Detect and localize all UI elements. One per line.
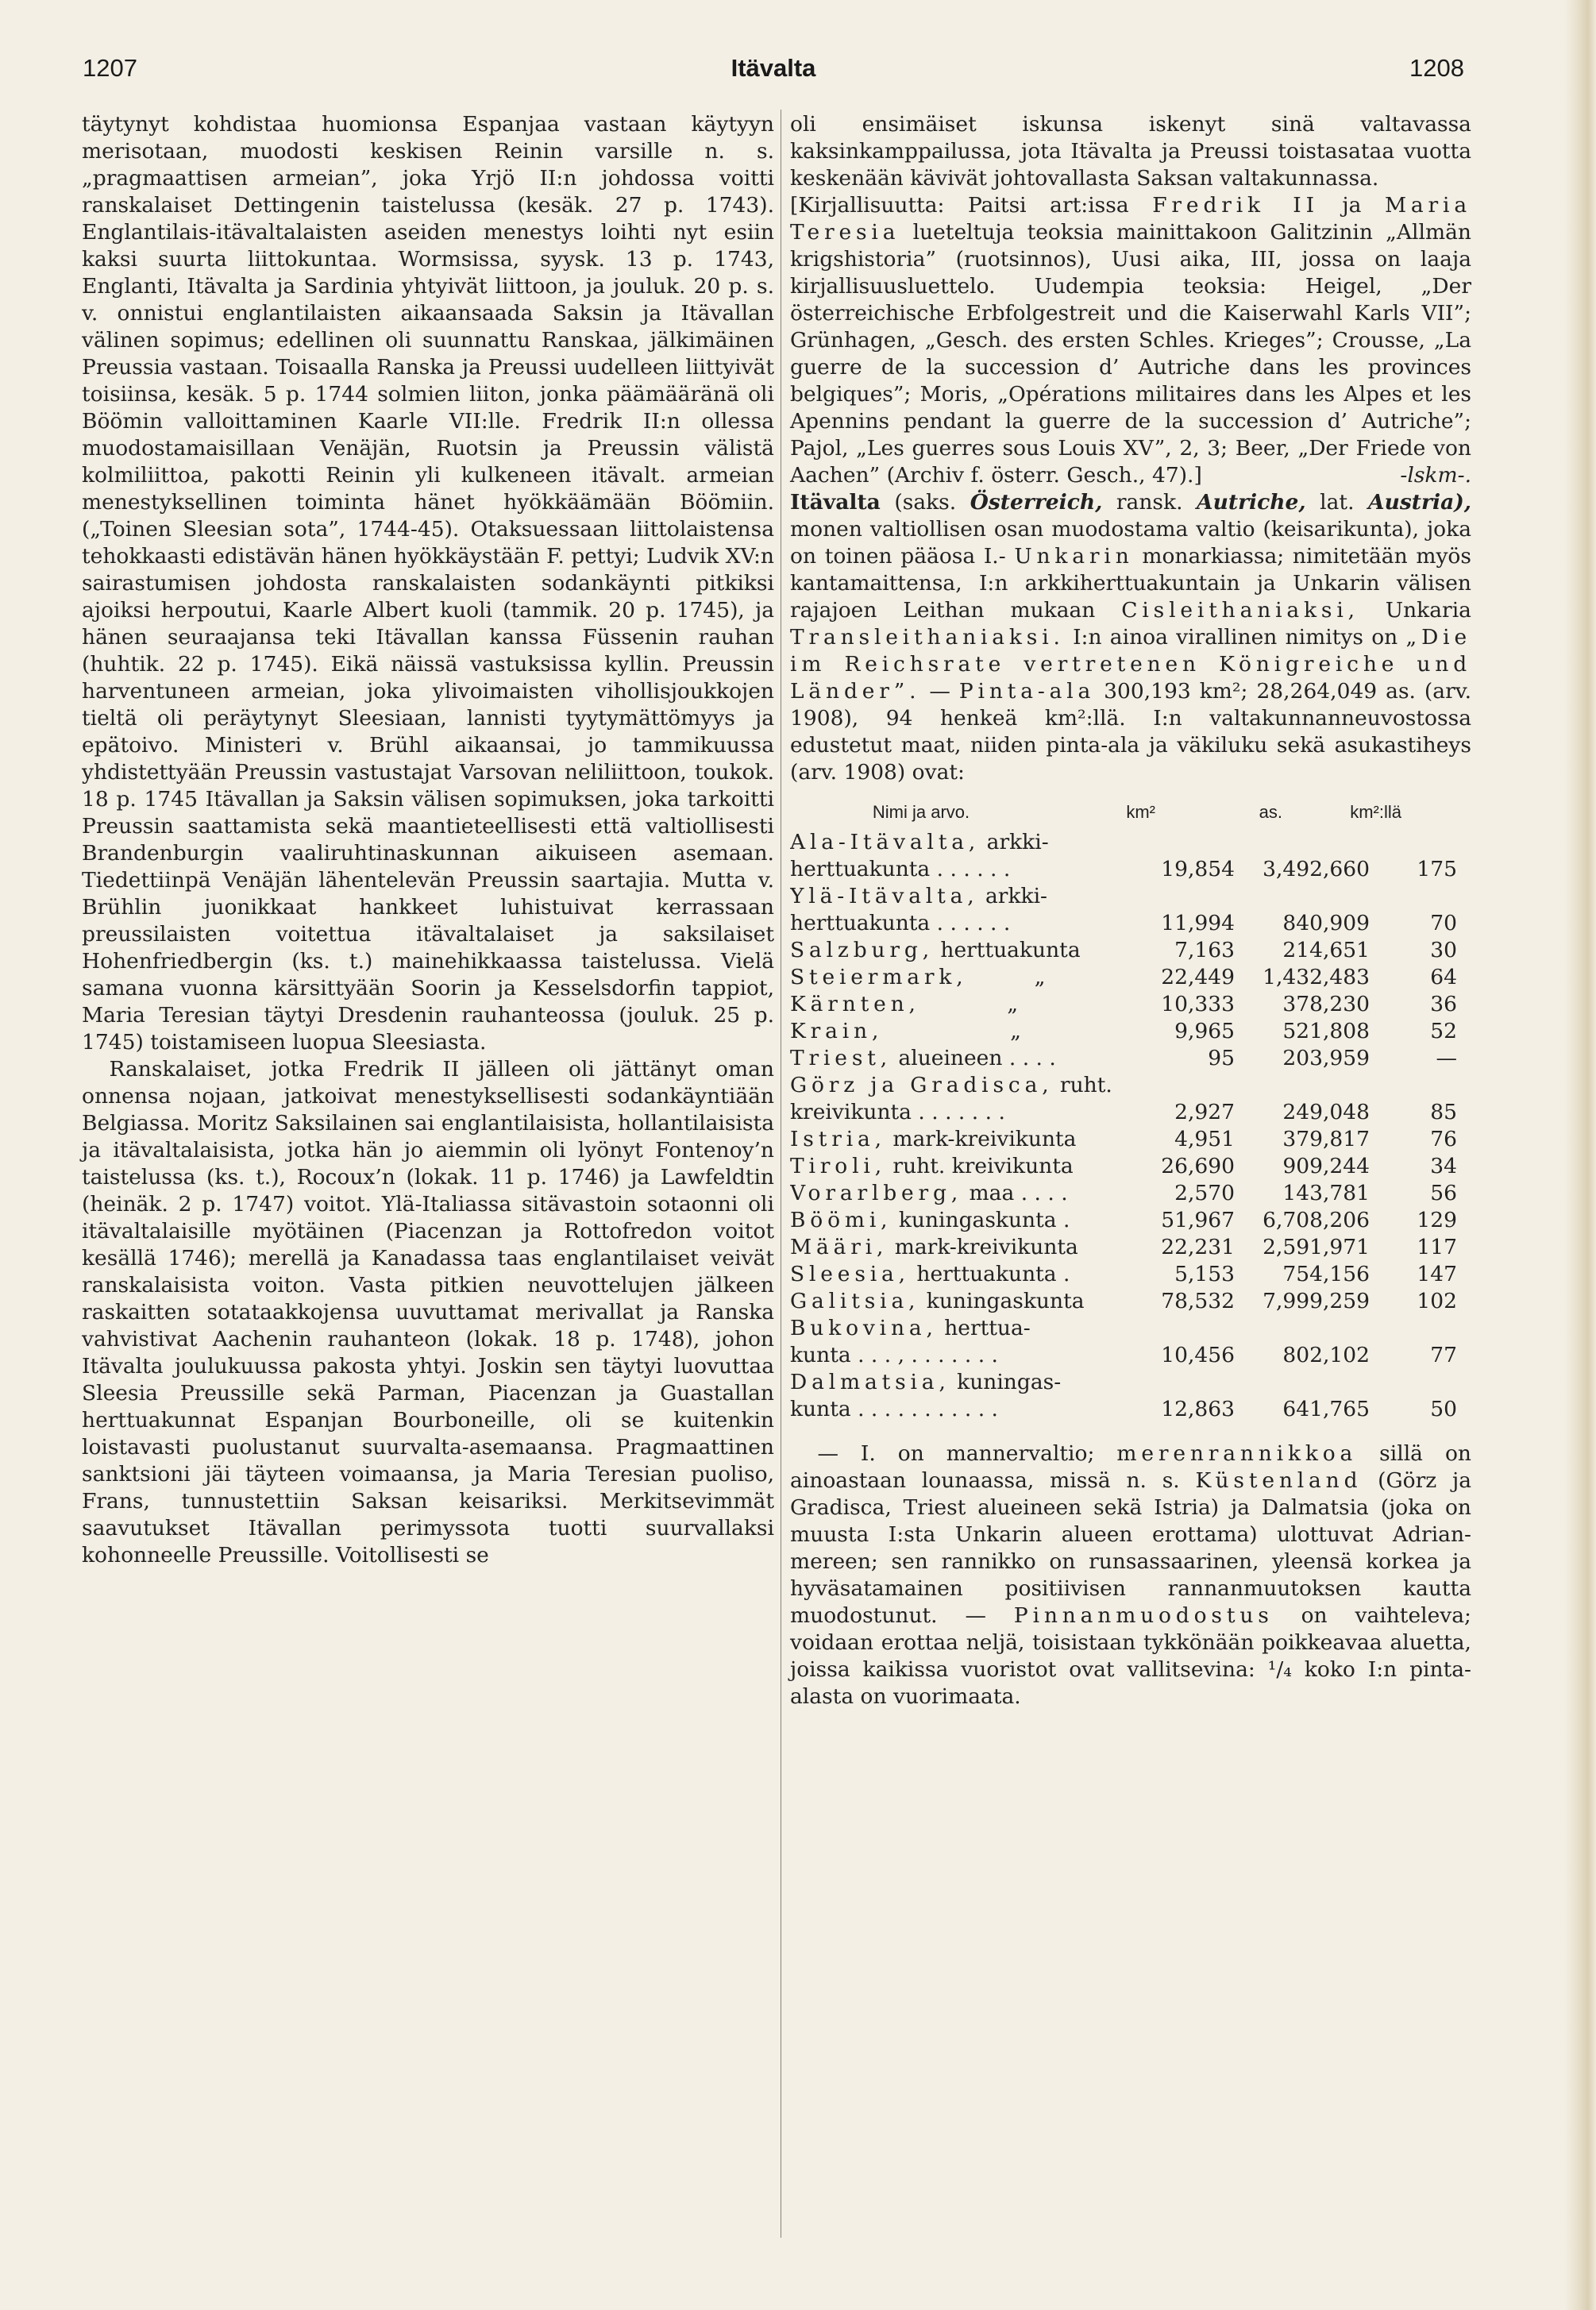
- ref-fredrik: Fredrik II: [1152, 193, 1319, 218]
- col-header-km2: km²: [1126, 802, 1155, 822]
- art-text-a: (saks.: [894, 490, 957, 515]
- art-german-name: Österreich,: [970, 490, 1103, 515]
- table-row: kunta . . . , . . . . . . . 10,456 802,102 77: [790, 1343, 1457, 1367]
- art-text-b: ransk.: [1116, 490, 1183, 515]
- art-text-g: I:n ainoa virallinen nimitys on: [1073, 625, 1398, 650]
- provinces-table: [790, 829, 1471, 1423]
- art-text-c: lat.: [1320, 490, 1355, 515]
- p3-text-a: — I. on mannervaltio;: [817, 1441, 1095, 1466]
- page-header: [83, 54, 1464, 89]
- right-column: [790, 111, 1471, 1710]
- art-cisleithania: Cisleithaniaksi,: [1121, 598, 1359, 623]
- table-row: Steiermark, „ 22,449 1,432,483 64: [790, 965, 1457, 989]
- art-text-i: 300,193 km²; 28,264,049 as. (arv. 1908), 94 henkeä km²:llä. I:n valtakunnanneuvostossa edustetut maat, niiden pinta-ala ja väkiluku sekä asukastiheys (arv. 1908) ovat:: [790, 679, 1471, 785]
- table-row: Tiroli, ruht. kreivikunta 26,690 909,244 34: [790, 1154, 1457, 1178]
- left-paragraph-1: täytynyt kohdistaa huomionsa Espanjaa vastaan käytyyn merisotaan, muodosti keskisen Reinin varsille n. s. „pragmaattisen armeian”, joka Yrjö II:n johdossa voitti ranskalaiset Dettingenin taistelussa (kesäk. 27 p. 1743). Englantilais-itävaltalaisten aseiden menestys loihti nyt esiin kaksi suurta liittokuntaa. Wormsissa, syysk. 13 p. 1743, Englanti, Itävalta ja Sardinia yhtyivät liittoon, ja jouluk. 20 p. s. v. onnistui englantilaisten aikaansaada Saksin ja Itävallan välinen sopimus; edellinen oli suunnattu Ranskaa, jälkimäinen Preussia vastaan. Toisaalla Ranska ja Preussi uudelleen liittyivät toisiinsa, kesäk. 5 p. 1744 solmien liiton, jonka päämääränä oli Böömin valloittaminen Kaarle VII:lle. Fredrik II:n ollessa muodostamaisillaan Venäjän, Ruotsin ja Preussin välistä kolmiliittoa, pakotti Reinin yli kulkeneen itävalt. armeian menestyksellinen toiminta hänet hyökkäämään Böömiin. („Toinen Sleesian sota”, 1744-45). Otaksuessaan liittolaistensa tehokkaasti edistävän hänen hyökkäystään F. pettyi; Ludvik XV:n sairastumisen johdosta ranskalaisten sodankäynti pitkiksi ajoiksi herpoutui, Kaarle Albert kuoli (tammik. 20 p. 1745), ja hänen seuraajansa teki Itävallan kanssa Füssenin rauhan (huhtik. 22 p. 1745). Eikä näissä vastuksissa kyllin. Preussin harventuneen armeian, joka ylivoimaisten vihollisjoukkojen tieltä oli peräytynyt Sleesiaan, lannisti tyytymättömyys ja epätoivo. Ministeri v. Brühl aikaansai, jo tammikuussa yhdistettyään Preussin vastustajat Varsovan neliliittoon, toukok. 18 p. 1745 Itävallan ja Saksin välisen sopimuksen, joka tarkoitti Preussin saattamista sekä maantieteellisesti että valtiollisesti Brandenburgin vaaliruhtinaskunnan aikuiseen asemaan. Tiedettiinpä Venäjän lähentelevän Preussin saartajia. Mutta v. Brühlin juonikkaat hankkeet luhistuivat kerrassaan preussilaisten voitettua itävaltalaiset ja saksilaiset Hohenfriedbergin (ks. t.) mainehikkaassa taistelussa. Vielä samana vuonna kärsittyään Soorin ja Kesselsdorfin tappiot, Maria Teresian täytyi Dresdenin rauhanteossa (jouluk. 25 p. 1745) toistamiseen luopua Sleesiasta.: [82, 112, 774, 1055]
- table-row: Galitsia, kuningaskunta 78,532 7,999,259 102: [790, 1289, 1457, 1313]
- literature-text-b: lueteltuja teoksia mainittakoon Galitzinin „Allmän krigshistoria” (ruotsinnos), Uusi aika, III, jossa on laaja kirjallisuusluettelo. Uudempia teoksia: Heigel, „Der österreichische Erbfolgestreit und die Kaiserwahl Karls VII”; Grünhagen, „Gesch. des ersten Schles. Krieges”; Crousse, „La guerre de la succession d’ Autriche dans les provinces belgiques”; Moris, „Opérations militaires dans les Alpes et les Apennins pendant la guerre de la succession d’ Autriche”; Pajol, „Les guerres sous Louis XV”, 2, 3; Beer, „Der Friede von Aachen” (Archiv f. österr. Gesch., 47).]: [790, 220, 1471, 488]
- p3-text-d: on vaihteleva; voidaan erottaa neljä, toisistaan tykkönään poikkeavaa aluetta, joissa kaikissa vuoristot ovat vallitsevina: ¹/₄ koko I:n pinta-alasta on vuorimaata.: [790, 1603, 1471, 1709]
- art-official-name: „Die im Reichsrate vertretenen Königreiche und Länder”.: [790, 625, 1471, 704]
- table-row: Määri, mark-kreivikunta 22,231 2,591,971 117: [790, 1235, 1457, 1259]
- table-row: Bukovina, herttua-: [790, 1316, 1031, 1340]
- table-row: Salzburg, herttuakunta 7,163 214,651 30: [790, 938, 1457, 962]
- col-header-name: Nimi ja arvo.: [872, 802, 970, 822]
- col-header-density: km²:llä: [1350, 802, 1401, 822]
- table-row: herttuakunta . . . . . . 11,994 840,909 70: [790, 911, 1457, 935]
- art-text-f: Unkaria: [1385, 598, 1471, 623]
- page-edge-shadow: [1564, 0, 1596, 2310]
- art-latin-name: Austria),: [1368, 490, 1471, 515]
- table-row: Böömi, kuningaskunta . 51,967 6,708,206 129: [790, 1208, 1457, 1232]
- table-row: Istria, mark-kreivikunta 4,951 379,817 76: [790, 1127, 1457, 1151]
- table-row: Triest, alueineen . . . . 95 203,959 —: [790, 1046, 1457, 1070]
- term-pinnanmuodostus: Pinnanmuodostus: [1013, 1603, 1274, 1628]
- table-row: herttuakunta . . . . . . 19,854 3,492,660 175: [790, 857, 1457, 881]
- literature-text-ja: ja: [1342, 193, 1362, 218]
- row-name-line: Ala-Itävalta, arkki-: [790, 830, 1049, 854]
- art-text-e: monarkiassa; nimitetään myös kantamaittensa, I:n arkkiherttuakuntain ja Unkarin välisen rajajoen Leithan mukaan: [790, 544, 1471, 623]
- art-transleithania: Transleithaniaksi.: [790, 625, 1065, 650]
- author-signature: -lskm-.: [1400, 463, 1471, 488]
- running-title: Itävalta: [731, 54, 816, 82]
- table-row: Kärnten, „ 10,333 378,230 36: [790, 992, 1457, 1016]
- literature-text-a: [Kirjallisuutta: Paitsi art:issa: [790, 193, 1129, 218]
- article-paragraph: [790, 489, 1471, 786]
- table-row: [790, 883, 1471, 910]
- left-column: [82, 111, 774, 1569]
- right-paragraph-1: oli ensimäiset iskunsa iskenyt sinä valtavassa kaksinkamppailussa, jota Itävalta ja Preussi toistasataa vuotta keskenään kävivät johtovallasta Saksan valtakunnassa.: [790, 112, 1471, 191]
- art-unkarin: Unkarin: [1014, 544, 1134, 569]
- ref-maria-teresia: Maria Teresia: [790, 193, 1471, 245]
- col-header-population: as.: [1259, 802, 1282, 822]
- art-french-name: Autriche,: [1197, 490, 1306, 515]
- p3-text-b: sillä on ainoastaan lounaassa, missä n. s.: [790, 1441, 1471, 1493]
- left-paragraph-2: Ranskalaiset, jotka Fredrik II jälleen oli jättänyt oman onnensa nojaan, jatkoivat menestyksellisesti sodankäyntiään Belgiassa. Moritz Saksilainen sai englantilaisista, hollantilaisista ja itävaltalaisista, jotka hän jo aiemmin oli lyönyt Fontenoy’n taistelussa (ks. t.), Rocoux’n (lokak. 11 p. 1746) ja Lawfeldtin (heinäk. 2 p. 1747) voitot. Ylä-Italiassa sitävastoin sotaonni oli itävaltalaisille myötäinen (Piacenzan ja Rottofredon voitot kesällä 1746); merellä ja Kanadassa taas englantilaiset veivät ranskalaisista voiton. Vasta pitkien neuvottelujen jälkeen raskaitten sotataakkojensa uuvuttamat merivallat ja Ranska vahvistivat Aachenin rauhanteon (lokak. 18 p. 1748), johon Itävalta joulukuussa pakosta yhtyi. Joskin sen täytyi luovuttaa Sleesia Preussille sekä Parman, Piacenzan ja Guastallan herttuakunnat Espanjan Bourboneille, oli se kuitenkin loistavasti puolustanut suurvalta-asemaansa. Pragmaattinen sanktsioni jäi täyteen voimaansa, ja Maria Teresian puoliso, Frans, tunnustettiin Saksan keisariksi. Merkitsevimmät saavutukset Itävallan perimyssota tuotti suurvallaksi kohonneelle Preussille. Voitollisesti se: [82, 1057, 774, 1568]
- p3-text-c: (Görz ja Gradisca, Triest alueineen sekä Istria) ja Dalmatsia (joka on muusta I:sta Unkarin alueen erottama) ulottuvat Adrian-mereen; sen rannikko on runsassaarinen, yleensä korkea ja hyväsatamainen positiivisen rannanmuutoksen kautta muodostunut. —: [790, 1468, 1471, 1628]
- table-row: kreivikunta . . . . . . . 2,927 249,048 85: [790, 1100, 1457, 1124]
- art-dash: —: [929, 679, 950, 704]
- art-text-d: monen valtiollisen osan muodostama valtio (keisarikunta), joka on toinen pääosa I.-: [790, 517, 1471, 569]
- table-row: kunta . . . . . . . . . . . 12,863 641,765 50: [790, 1397, 1457, 1421]
- table-row: Sleesia, herttuakunta . 5,153 754,156 147: [790, 1262, 1457, 1286]
- table-row: Krain, „ 9,965 521,808 52: [790, 1019, 1457, 1043]
- literature-paragraph: [790, 192, 1471, 489]
- coastline-paragraph: [790, 1440, 1471, 1710]
- table-header: [790, 799, 1471, 826]
- article-title: Itävalta: [790, 490, 881, 515]
- page-number-right: 1208: [1409, 54, 1464, 82]
- table-row: [790, 829, 1471, 856]
- term-kustenland: Küstenland: [1195, 1468, 1363, 1493]
- art-pinta-ala: Pinta-ala: [958, 679, 1096, 704]
- table-row: Dalmatsia, kuningas-: [790, 1370, 1062, 1394]
- table-row: Vorarlberg, maa . . . . 2,570 143,781 56: [790, 1181, 1457, 1205]
- row-name-line: Ylä-Itävalta, arkki-: [790, 884, 1047, 908]
- table-row: Görz ja Gradisca, ruht.: [790, 1073, 1112, 1097]
- page-number-left: 1207: [83, 54, 137, 82]
- term-merenrannikkoa: merenrannikkoa: [1116, 1441, 1358, 1466]
